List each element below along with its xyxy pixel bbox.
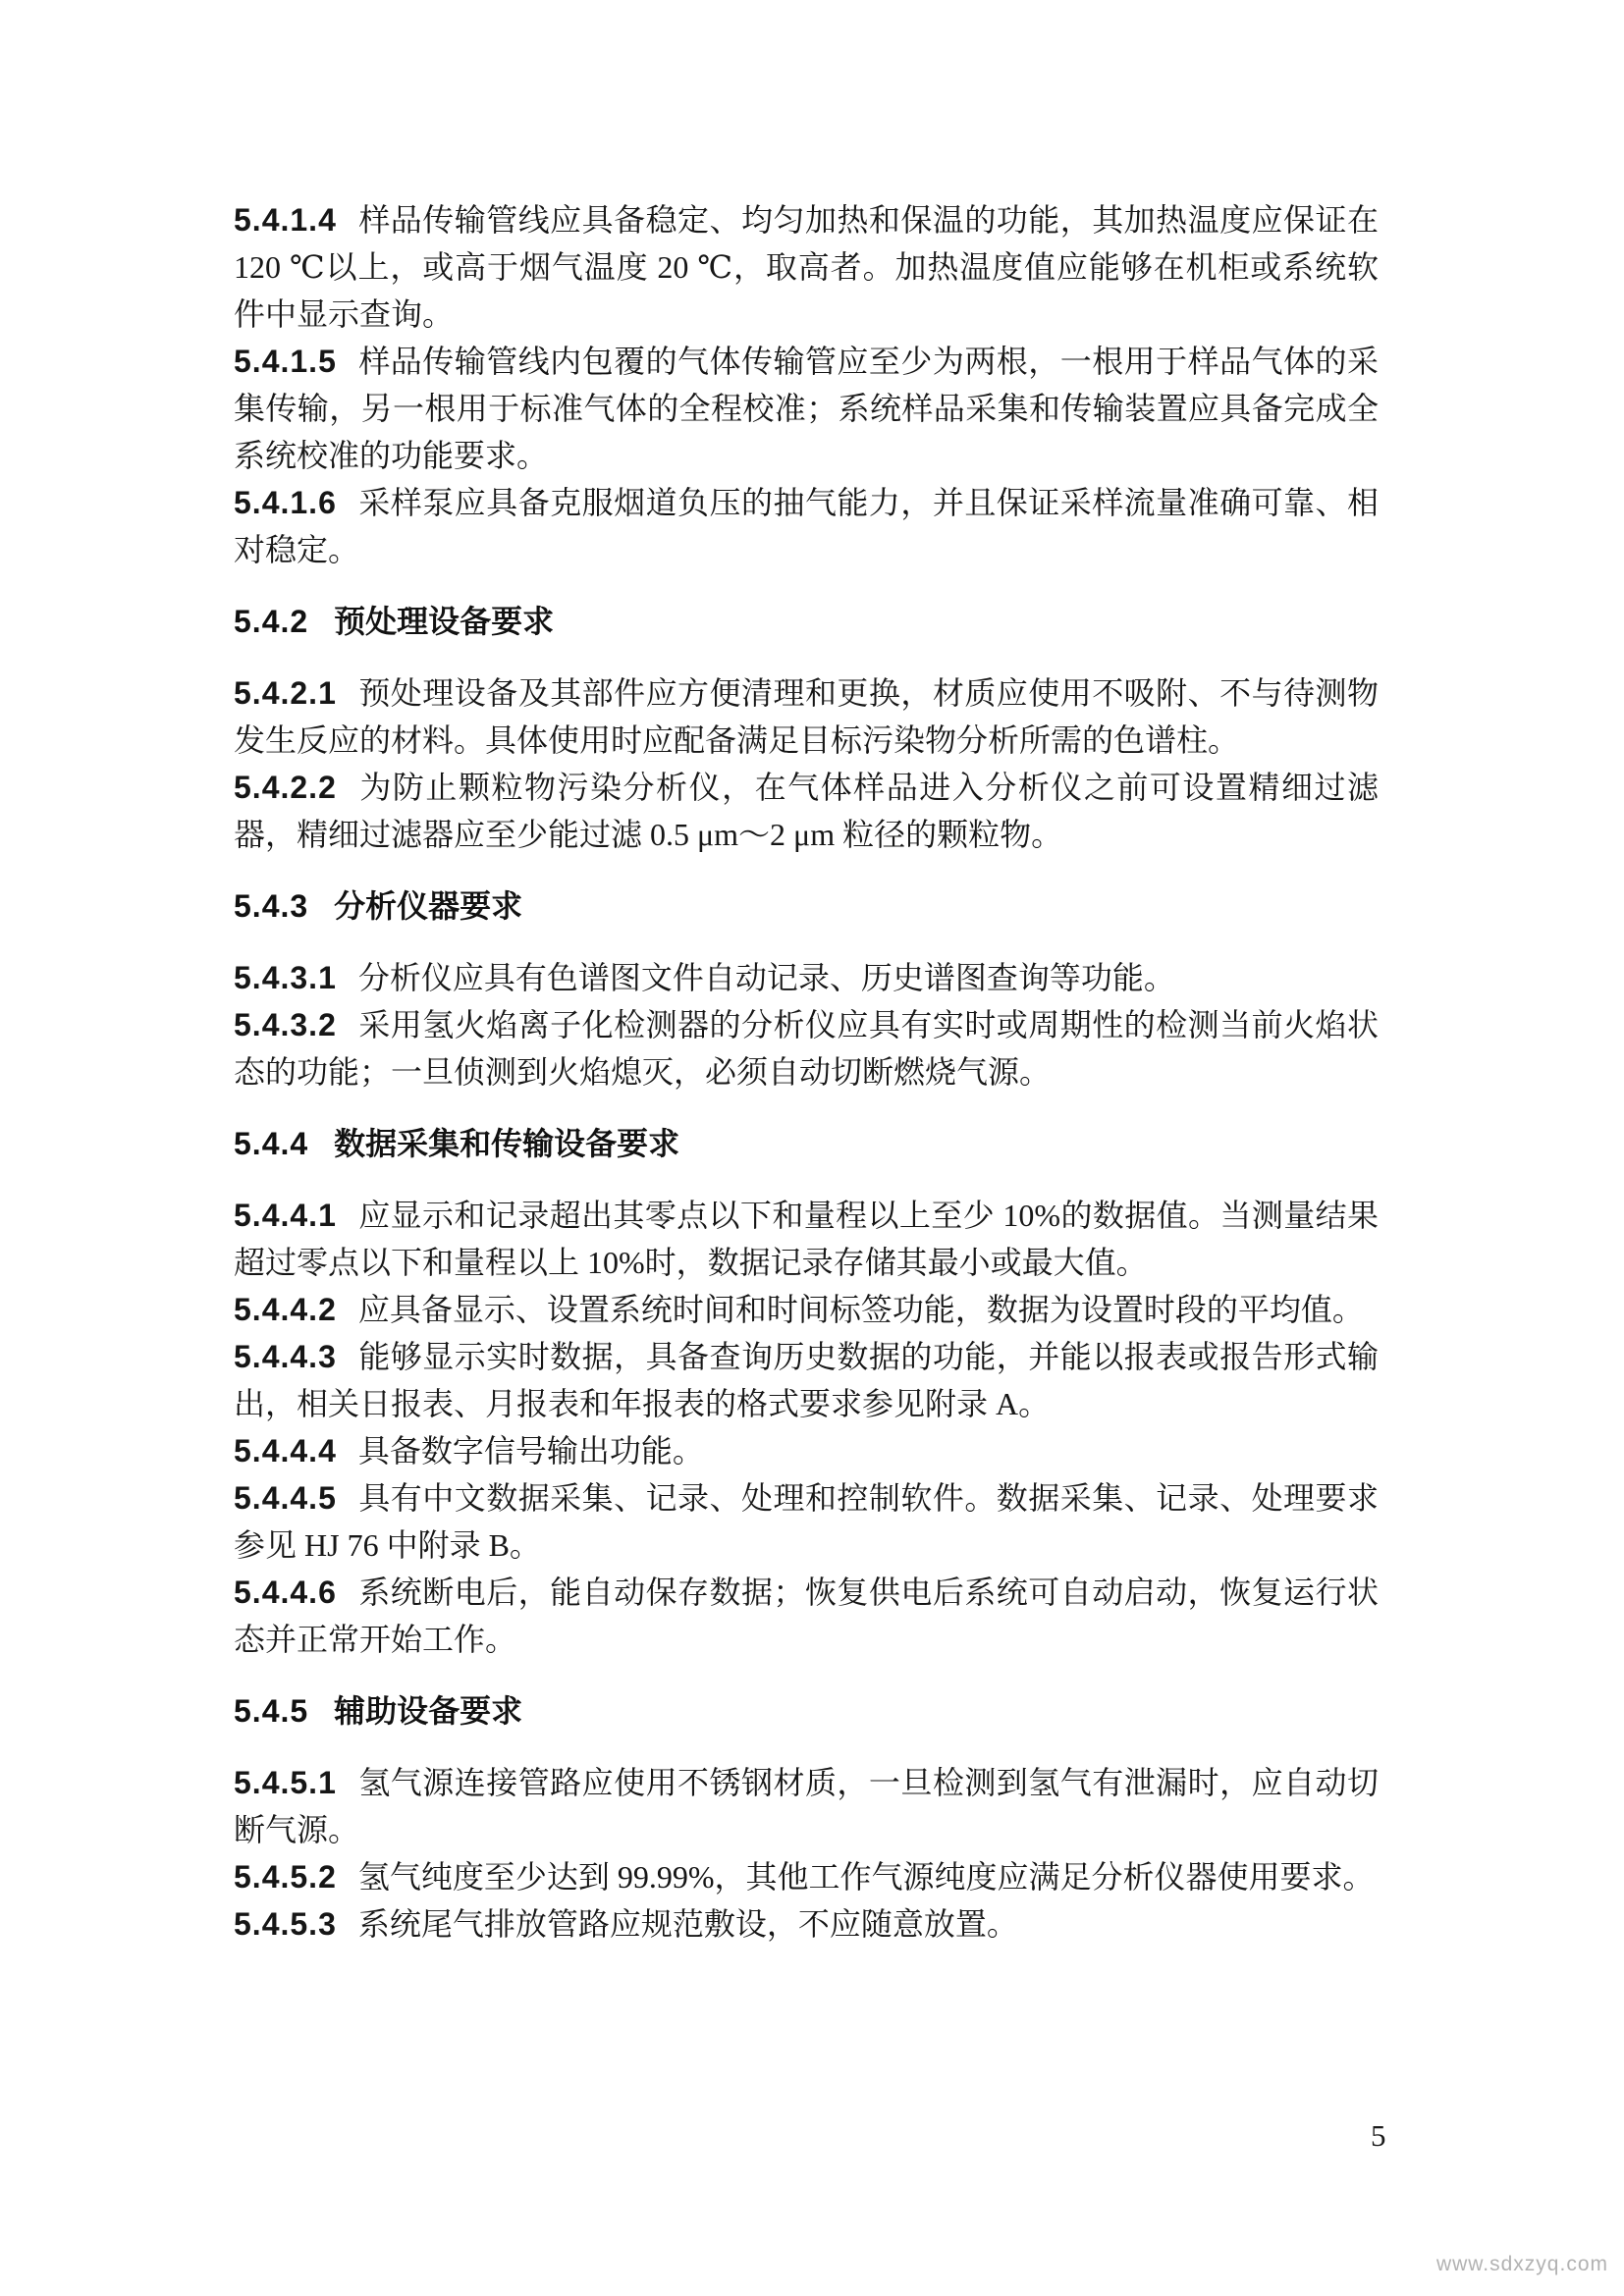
- clause-text: 分析仪应具有色谱图文件自动记录、历史谱图查询等功能。: [357, 960, 1175, 995]
- clause-5-4-1-4: [234, 196, 1379, 338]
- clause-5-4-4-3: [234, 1333, 1379, 1427]
- clause-text: 应具备显示、设置系统时间和时间标签功能，数据为设置时段的平均值。: [357, 1292, 1364, 1327]
- clause-5-4-2-2: [234, 764, 1379, 858]
- clause-text: 氢气源连接管路应使用不锈钢材质，一旦检测到氢气有泄漏时，应自动切断气源。: [234, 1765, 1379, 1847]
- heading-text: 辅助设备要求: [334, 1693, 523, 1729]
- clause-number: 5.4.4.6: [234, 1575, 337, 1610]
- heading-text: 预处理设备要求: [334, 604, 555, 639]
- clause-text: 能够显示实时数据，具备查询历史数据的功能，并能以报表或报告形式输出，相关日报表、月报表和年报表的格式要求参见附录 A。: [234, 1339, 1379, 1421]
- clause-number: 5.4.5.3: [234, 1906, 337, 1942]
- clause-5-4-4-1: [234, 1192, 1379, 1286]
- page-number: 5: [1371, 2118, 1386, 2153]
- clause-number: 5.4.2.2: [234, 770, 337, 805]
- clause-number: 5.4.5.2: [234, 1859, 337, 1895]
- clause-text: 具有中文数据采集、记录、处理和控制软件。数据采集、记录、处理要求参见 HJ 76 中附录 B。: [234, 1480, 1379, 1563]
- clause-5-4-5-2: [234, 1853, 1379, 1900]
- clause-number: 5.4.4.5: [234, 1480, 337, 1516]
- section-heading-5-4-5: [234, 1687, 1379, 1735]
- heading-number: 5.4.5: [234, 1693, 309, 1729]
- clause-number: 5.4.1.4: [234, 202, 337, 238]
- clause-text: 为防止颗粒物污染分析仪，在气体样品进入分析仪之前可设置精细过滤器，精细过滤器应至少能过滤 0.5 μm～2 μm 粒径的颗粒物。: [234, 770, 1379, 852]
- heading-text: 数据采集和传输设备要求: [334, 1126, 680, 1161]
- clause-number: 5.4.5.1: [234, 1765, 337, 1800]
- clause-number: 5.4.1.6: [234, 485, 337, 520]
- clause-5-4-3-1: [234, 954, 1379, 1001]
- clause-5-4-2-1: [234, 669, 1379, 764]
- clause-text: 预处理设备及其部件应方便清理和更换，材质应使用不吸附、不与待测物发生反应的材料。具体使用时应配备满足目标污染物分析所需的色谱柱。: [234, 675, 1379, 758]
- clause-number: 5.4.4.4: [234, 1433, 337, 1468]
- clause-number: 5.4.4.1: [234, 1198, 337, 1233]
- clause-text: 采用氢火焰离子化检测器的分析仪应具有实时或周期性的检测当前火焰状态的功能；一旦侦测到火焰熄灭，必须自动切断燃烧气源。: [234, 1007, 1379, 1090]
- clause-5-4-4-6: [234, 1569, 1379, 1663]
- clause-text: 样品传输管线应具备稳定、均匀加热和保温的功能，其加热温度应保证在 120 ℃以上，或高于烟气温度 20 ℃，取高者。加热温度值应能够在机柜或系统软件中显示查询。: [234, 202, 1379, 332]
- clause-number: 5.4.4.2: [234, 1292, 337, 1327]
- section-heading-5-4-4: [234, 1120, 1379, 1167]
- heading-number: 5.4.2: [234, 604, 309, 639]
- clause-text: 系统尾气排放管路应规范敷设，不应随意放置。: [357, 1906, 1018, 1942]
- clause-5-4-1-6: [234, 479, 1379, 573]
- document-body: [234, 196, 1379, 1948]
- clause-text: 应显示和记录超出其零点以下和量程以上至少 10%的数据值。当测量结果超过零点以下和量程以上 10%时，数据记录存储其最小或最大值。: [234, 1198, 1379, 1280]
- clause-number: 5.4.3.2: [234, 1007, 337, 1042]
- clause-text: 系统断电后，能自动保存数据；恢复供电后系统可自动启动，恢复运行状态并正常开始工作。: [234, 1575, 1379, 1657]
- clause-5-4-5-3: [234, 1900, 1379, 1948]
- clause-text: 样品传输管线内包覆的气体传输管应至少为两根，一根用于样品气体的采集传输，另一根用于标准气体的全程校准；系统样品采集和传输装置应具备完成全系统校准的功能要求。: [234, 344, 1379, 473]
- clause-text: 氢气纯度至少达到 99.99%，其他工作气源纯度应满足分析仪器使用要求。: [357, 1859, 1375, 1895]
- clause-number: 5.4.4.3: [234, 1339, 337, 1374]
- clause-number: 5.4.2.1: [234, 675, 337, 711]
- clause-text: 采样泵应具备克服烟道负压的抽气能力，并且保证采样流量准确可靠、相对稳定。: [234, 485, 1379, 567]
- clause-number: 5.4.3.1: [234, 960, 337, 995]
- section-heading-5-4-3: [234, 882, 1379, 930]
- heading-number: 5.4.4: [234, 1126, 309, 1161]
- clause-5-4-3-2: [234, 1001, 1379, 1095]
- heading-text: 分析仪器要求: [334, 888, 523, 924]
- heading-number: 5.4.3: [234, 888, 309, 924]
- clause-5-4-1-5: [234, 338, 1379, 479]
- clause-5-4-4-4: [234, 1427, 1379, 1474]
- clause-5-4-4-5: [234, 1474, 1379, 1569]
- clause-5-4-5-1: [234, 1759, 1379, 1853]
- section-heading-5-4-2: [234, 598, 1379, 645]
- clause-5-4-4-2: [234, 1286, 1379, 1333]
- watermark-text: www.sdxzyq.com: [1435, 2253, 1608, 2275]
- clause-text: 具备数字信号输出功能。: [357, 1433, 704, 1468]
- clause-number: 5.4.1.5: [234, 344, 337, 379]
